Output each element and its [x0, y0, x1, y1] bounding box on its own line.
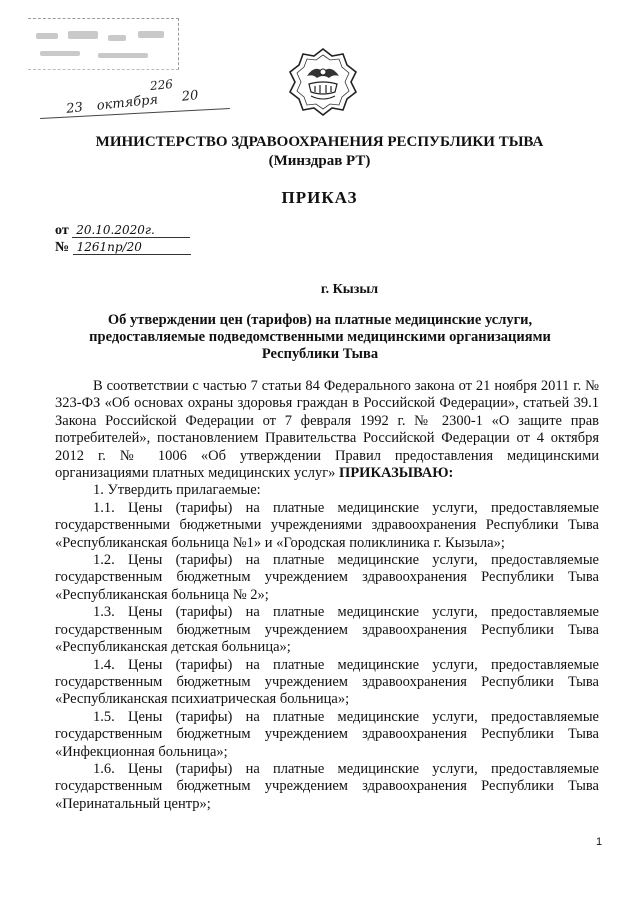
- title-line: Об утверждении цен (тарифов) на платные медицинские услуги,: [107, 312, 533, 328]
- order-date: 20.10.2020г.: [72, 223, 190, 238]
- number-label: №: [55, 240, 70, 255]
- subitem-paragraph: 1.2. Цены (тарифы) на платные медицинские услуги, предоставляемые государственным бюджетным учреждением здравоохранения Республики Тыва «Республиканская больница № 2»;: [55, 552, 599, 603]
- ministry-name: МИНИСТЕРСТВО ЗДРАВООХРАНЕНИЯ РЕСПУБЛИКИ ТЫВА: [95, 134, 544, 150]
- city: г. Кызыл: [320, 282, 379, 297]
- registration-month: октября: [96, 92, 159, 114]
- order-body: [55, 378, 599, 813]
- item-paragraph: 1. Утвердить прилагаемые:: [93, 482, 261, 499]
- order-date-row: [55, 223, 190, 239]
- registration-stamp: [28, 18, 179, 70]
- subitem-paragraph: 1.6. Цены (тарифы) на платные медицинские услуги, предоставляемые государственным бюджетным учреждением здравоохранения Республики Тыва «Перинатальный центр»;: [55, 760, 599, 812]
- registration-number: 226: [149, 76, 174, 94]
- coat-of-arms-emblem: [287, 46, 359, 118]
- order-number: 1261пр/20: [73, 240, 191, 255]
- order-directive: ПРИКАЗЫВАЮ:: [339, 465, 454, 482]
- date-label: от: [55, 223, 69, 238]
- subitem-paragraph: 1.4. Цены (тарифы) на платные медицинские услуги, предоставляемые государственным бюджетным учреждением здравоохранения Республики Тыва «Республиканская психиатрическая больница»;: [55, 656, 599, 708]
- page-number: 1: [596, 836, 603, 848]
- document-type: ПРИКАЗ: [281, 188, 358, 207]
- title-line: предоставляемые подведомственными медицинскими организациями: [89, 329, 551, 345]
- preamble-text: В соответствии с частью 7 статьи 84 Федерального закона от 21 ноября 2011 г. № 323-ФЗ «Об основах охраны здоровья граждан в Российской Федерации», статьей 39.1 Закона Российской Федерации от 7 февраля 1992 г. № 2300-1 «О защите прав потребителей», постановлением Правительства Российской Федерации от 4 октября 2012 г. № 1006 «Об утверждении Правил предоставления медицинскими организациями платных медицинских услуг»: [55, 378, 599, 482]
- preamble-paragraph: [55, 378, 599, 482]
- registration-day: 23: [65, 100, 84, 117]
- registration-year: 20: [181, 88, 200, 105]
- subitem-paragraph: 1.3. Цены (тарифы) на платные медицинские услуги, предоставляемые государственным бюджетным учреждением здравоохранения Республики Тыва «Республиканская детская больница»;: [55, 604, 599, 656]
- order-title: [70, 312, 570, 363]
- subitem-paragraph: 1.1. Цены (тарифы) на платные медицинские услуги, предоставляемые государственными бюджетными учреждениями здравоохранения Республики Тыва «Республиканская больница №1» и «Городская поликлиника г. Кызыла»;: [55, 499, 599, 551]
- subitem-paragraph: 1.5. Цены (тарифы) на платные медицинские услуги, предоставляемые государственным бюджетным учреждением здравоохранения Республики Тыва «Инфекционная больница»;: [55, 708, 599, 760]
- order-number-row: [55, 240, 191, 256]
- ministry-short-name: (Минздрав РТ): [268, 153, 371, 169]
- title-line: Республики Тыва: [261, 346, 379, 362]
